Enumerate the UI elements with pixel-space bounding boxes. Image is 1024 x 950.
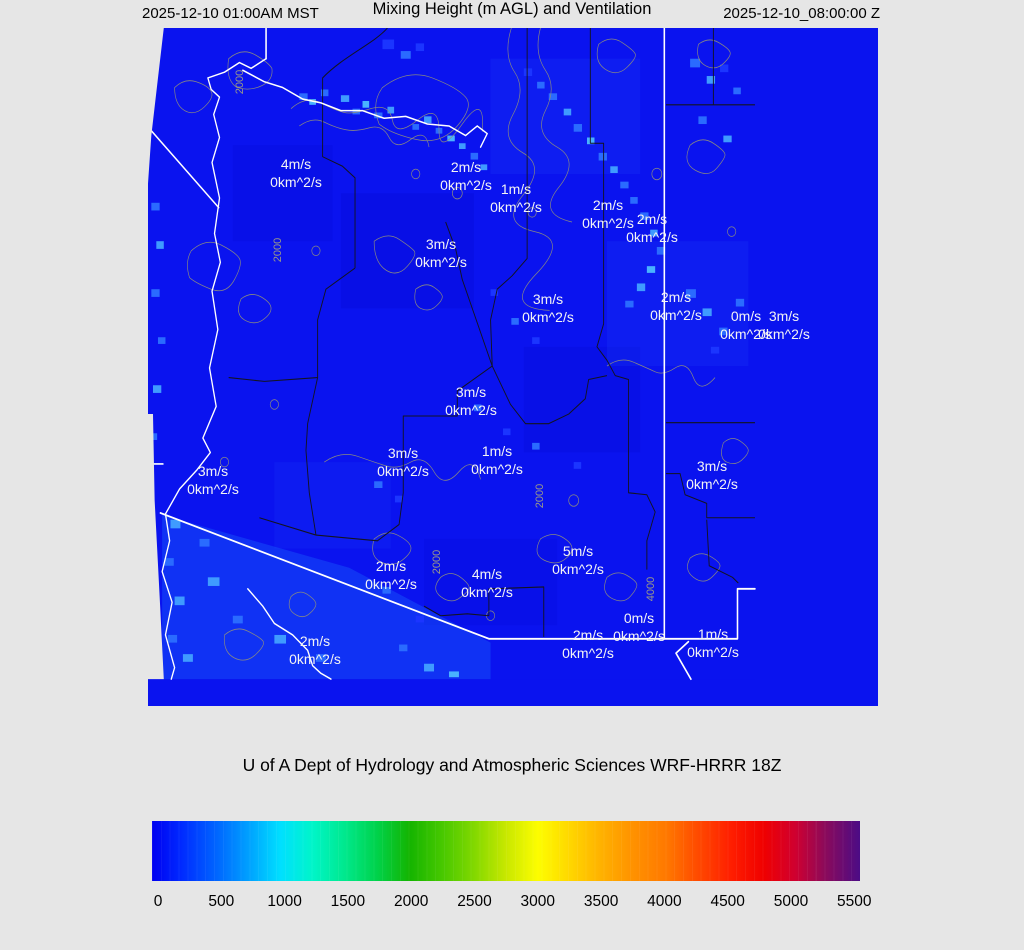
wind-speed-value: 3m/s xyxy=(696,458,728,474)
valid-time-local: 2025-12-10 01:00AM MST xyxy=(142,5,319,22)
wind-speed-value: 5m/s xyxy=(562,543,594,559)
wind-speed-value: 3m/s xyxy=(532,291,564,307)
ventilation-value: 0km^2/s xyxy=(582,214,634,231)
page-title: Mixing Height (m AGL) and Ventilation xyxy=(372,0,652,18)
colorbar-tick-label: 1500 xyxy=(330,893,366,910)
contour-value-label: 2000 xyxy=(431,549,443,575)
wind-speed-value: 1m/s xyxy=(481,443,513,459)
ventilation-value: 0km^2/s xyxy=(289,650,341,667)
wind-speed-value: 3m/s xyxy=(425,236,457,252)
contour-value-label: 2000 xyxy=(272,237,284,263)
wind-speed-value: 1m/s xyxy=(697,626,729,642)
wind-speed-value: 3m/s xyxy=(197,463,229,479)
contour-value-label: 2000 xyxy=(534,483,546,509)
ventilation-value: 0km^2/s xyxy=(490,198,542,215)
ventilation-value: 0km^2/s xyxy=(562,644,614,661)
wind-speed-value: 2m/s xyxy=(592,197,624,213)
ventilation-value: 0km^2/s xyxy=(687,643,739,660)
colorbar-tick-label: 2500 xyxy=(457,893,492,910)
ventilation-value: 0km^2/s xyxy=(650,306,702,323)
wind-speed-value: 0m/s xyxy=(623,610,655,626)
ventilation-value: 0km^2/s xyxy=(365,575,417,592)
ventilation-value: 0km^2/s xyxy=(552,560,604,577)
colorbar-tick-label: 0 xyxy=(153,893,163,910)
wind-speed-value: 2m/s xyxy=(450,159,482,175)
colorbar-tick-label: 3000 xyxy=(520,893,556,910)
ventilation-value: 0km^2/s xyxy=(626,228,678,245)
ventilation-value: 0km^2/s xyxy=(445,401,497,418)
colorbar xyxy=(152,821,860,881)
valid-time-utc: 2025-12-10_08:00:00 Z xyxy=(723,5,880,22)
ventilation-value: 0km^2/s xyxy=(613,627,665,644)
credit-caption: U of A Dept of Hydrology and Atmospheric Sciences WRF-HRRR 18Z xyxy=(242,755,782,775)
wind-speed-value: 2m/s xyxy=(572,627,604,643)
wind-speed-value: 3m/s xyxy=(387,445,419,461)
contour-value-label: 4000 xyxy=(645,576,657,602)
ventilation-value: 0km^2/s xyxy=(758,325,810,342)
colorbar-tick-label: 1000 xyxy=(267,893,302,910)
wind-speed-value: 2m/s xyxy=(299,633,331,649)
colorbar-tick-label: 500 xyxy=(208,893,235,910)
ventilation-value: 0km^2/s xyxy=(720,325,772,342)
ventilation-value: 0km^2/s xyxy=(187,480,239,497)
contour-value-label: 2000 xyxy=(234,69,246,95)
ventilation-value: 0km^2/s xyxy=(270,173,322,190)
colorbar-tick-label: 4500 xyxy=(710,893,745,910)
wind-speed-value: 4m/s xyxy=(280,156,312,172)
ventilation-value: 0km^2/s xyxy=(377,462,429,479)
colorbar-tick-label: 3500 xyxy=(583,893,619,910)
wind-speed-value: 1m/s xyxy=(500,181,532,197)
ventilation-value: 0km^2/s xyxy=(686,475,738,492)
ventilation-value: 0km^2/s xyxy=(471,460,523,477)
map-svg xyxy=(148,28,878,706)
ventilation-value: 0km^2/s xyxy=(522,308,574,325)
wind-speed-value: 0m/s xyxy=(730,308,762,324)
wind-speed-value: 3m/s xyxy=(455,384,487,400)
forecast-map xyxy=(148,28,878,706)
colorbar-tick-label: 4000 xyxy=(647,893,682,910)
ventilation-value: 0km^2/s xyxy=(440,176,492,193)
colorbar-tick-label: 5500 xyxy=(837,893,872,910)
wind-speed-value: 2m/s xyxy=(636,211,668,227)
ventilation-value: 0km^2/s xyxy=(461,583,513,600)
wind-speed-value: 2m/s xyxy=(375,558,407,574)
wind-speed-value: 4m/s xyxy=(471,566,503,582)
colorbar-tick-label: 5000 xyxy=(773,893,809,910)
colorbar-tick-label: 2000 xyxy=(393,893,429,910)
wind-speed-value: 3m/s xyxy=(768,308,800,324)
wind-speed-value: 2m/s xyxy=(660,289,692,305)
ventilation-value: 0km^2/s xyxy=(415,253,467,270)
